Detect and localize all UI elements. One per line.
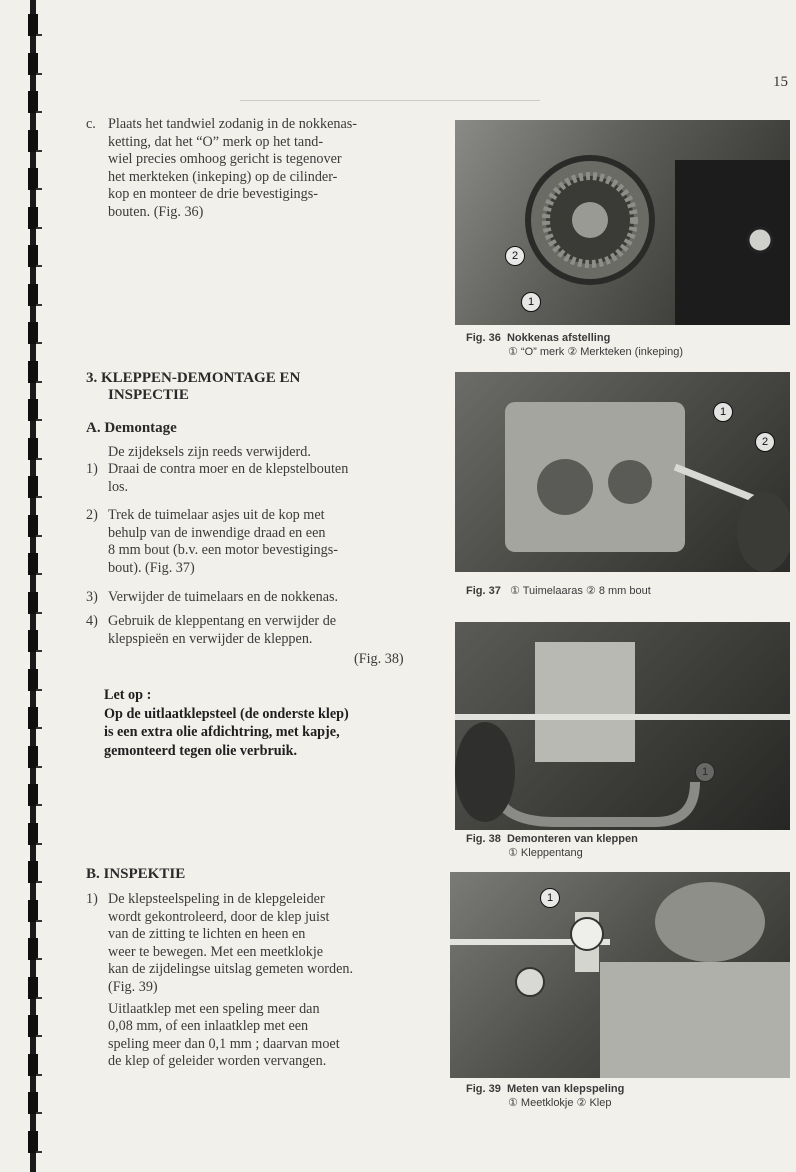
note-line: is een extra olie afdichtring, met kapje, (104, 724, 340, 740)
section-a-step-4 (86, 613, 426, 648)
binding-ring (28, 784, 38, 806)
section-c-line: Plaats het tandwiel zodanig in de nokkenas- (108, 116, 358, 132)
binding-tick (36, 689, 42, 691)
binding-ring (28, 861, 38, 883)
section-b-line: de klep of geleider worden vervangen. (108, 1053, 327, 1070)
note-block (104, 686, 434, 760)
binding-tick (36, 1035, 42, 1037)
rocker-arm-illustration (455, 372, 790, 572)
dial-gauge-illustration (450, 872, 790, 1078)
section-b-line: speling meer dan 0,1 mm ; daarvan moet (108, 1035, 340, 1052)
section-b-line: van de zitting te lichten en heen en (108, 926, 306, 943)
figure-label: Fig. 38 (466, 833, 501, 845)
binding-tick (36, 342, 42, 344)
binding-ring (28, 207, 38, 229)
section-3-heading-line: 3. KLEPPEN-DEMONTAGE EN (86, 370, 301, 386)
header-rule (240, 100, 540, 101)
figure-items: ① Tuimelaaras ② 8 mm bout (510, 585, 651, 597)
figure-items: ① Meetklokje ② Klep (508, 1097, 612, 1109)
step-line: Verwijder de tuimelaars en de nokkenas. (108, 589, 339, 605)
binding-tick (36, 419, 42, 421)
section-c-line: ketting, dat het “O” merk op het tand- (108, 133, 324, 150)
binding-ring (28, 245, 38, 267)
binding-ring (28, 91, 38, 113)
binding-tick (36, 227, 42, 229)
binding-ring (28, 1054, 38, 1076)
section-b-line: 0,08 mm, of een inlaatklep met een (108, 1018, 309, 1035)
binding-ring (28, 823, 38, 845)
binding-tick (36, 920, 42, 922)
binding-ring (28, 361, 38, 383)
binding-tick (36, 573, 42, 575)
binding-tick (36, 1112, 42, 1114)
binding-tick (36, 265, 42, 267)
figure-label: Fig. 37 (466, 585, 501, 597)
figure-title: Nokkenas afstelling (506, 332, 611, 344)
section-a-step-1 (86, 461, 426, 496)
section-b-line: wordt gekontroleerd, door de klep juist (108, 908, 330, 925)
binding-ring (28, 284, 38, 306)
section-c-line: kop en monteer de drie bevestigings- (108, 186, 318, 203)
binding-tick (36, 881, 42, 883)
figure-title: Meten van klepspeling (506, 1083, 625, 1095)
binding-ring (28, 746, 38, 768)
callout-1: 1 (713, 402, 733, 422)
binding-tick (36, 766, 42, 768)
step-line: behulp van de inwendige draad en een (108, 524, 326, 541)
binding-ring (28, 938, 38, 960)
binding-tick (36, 650, 42, 652)
section-b-line: (Fig. 39) (108, 978, 158, 995)
binding-tick (36, 34, 42, 36)
binding-ring (28, 438, 38, 460)
figure-36-photo (455, 120, 790, 325)
figure-39-caption (466, 1082, 786, 1110)
step-number: 1) (86, 891, 98, 907)
section-a-intro: De zijdeksels zijn reeds verwijderd. (108, 444, 311, 460)
section-b-line: De klepsteelspeling in de klepgeleider (108, 891, 325, 907)
step-line: klepspieën en verwijder de kleppen. (108, 630, 313, 647)
figure-38-photo (455, 622, 790, 830)
binding-strip (0, 0, 50, 1172)
note-line: Op de uitlaatklepsteel (de onderste klep) (104, 705, 349, 722)
step-number: 2) (86, 507, 98, 523)
callout-1: 1 (540, 888, 560, 908)
section-b-step-1 (86, 891, 426, 1071)
binding-ring (28, 1131, 38, 1153)
callout-2: 2 (755, 432, 775, 452)
section-a-step-3 (86, 589, 426, 607)
section-3-heading (86, 370, 426, 404)
figure-38-caption (466, 832, 786, 860)
binding-ring (28, 1015, 38, 1037)
step-line: Gebruik de kleppentang en verwijder de (108, 613, 337, 629)
binding-tick (36, 997, 42, 999)
section-b-line: weer te bewegen. Met een meetklokje (108, 943, 324, 960)
figure-36-caption (466, 331, 786, 359)
figure-37-photo (455, 372, 790, 572)
binding-ring (28, 1092, 38, 1114)
binding-tick (36, 535, 42, 537)
step-line: Draai de contra moer en de klepstelbouten (108, 461, 349, 477)
binding-tick (36, 111, 42, 113)
binding-ring (28, 14, 38, 36)
binding-ring (28, 977, 38, 999)
note-title: Let op : (104, 687, 152, 703)
section-b-line: Uitlaatklep met een speling meer dan (108, 1000, 320, 1017)
figure-items: ① “O” merk ② Merkteken (inkeping) (508, 346, 683, 358)
section-a-step-2 (86, 507, 426, 577)
section-c-line: bouten. (Fig. 36) (108, 203, 204, 220)
callout-2: 2 (505, 246, 525, 266)
figure-label: Fig. 36 (466, 332, 501, 344)
step-line: los. (108, 478, 129, 495)
callout-1: 1 (521, 292, 541, 312)
valve-spring-compressor-illustration (455, 622, 790, 830)
binding-ring (28, 707, 38, 729)
page-number: 15 (773, 74, 788, 90)
binding-tick (36, 304, 42, 306)
figure-items: ① Kleppentang (508, 847, 583, 859)
step-number: 1) (86, 461, 98, 477)
step-number: 4) (86, 613, 98, 629)
binding-ring (28, 168, 38, 190)
binding-ring (28, 322, 38, 344)
binding-ring (28, 592, 38, 614)
binding-tick (36, 188, 42, 190)
section-c (86, 116, 426, 222)
binding-ring (28, 630, 38, 652)
section-c-line: het merkteken (inkeping) op de cilinder- (108, 168, 338, 185)
figure-37-caption (466, 584, 786, 598)
binding-tick (36, 458, 42, 460)
section-a-heading: A. Demontage (86, 420, 177, 436)
camshaft-gear-illustration (455, 120, 790, 325)
binding-tick (36, 1074, 42, 1076)
binding-ring (28, 669, 38, 691)
step-number: 3) (86, 589, 98, 605)
section-b-line: kan de zijdelingse uitslag gemeten worden. (108, 961, 354, 978)
step-line: Trek de tuimelaar asjes uit de kop met (108, 507, 325, 523)
binding-tick (36, 958, 42, 960)
binding-ring (28, 476, 38, 498)
binding-ring (28, 515, 38, 537)
binding-tick (36, 150, 42, 152)
binding-tick (36, 381, 42, 383)
binding-ring (28, 130, 38, 152)
step-line: bout). (Fig. 37) (108, 559, 195, 576)
binding-ring (28, 900, 38, 922)
section-c-line: wiel precies omhoog gericht is tegenover (108, 151, 342, 168)
figure-39-photo (450, 872, 790, 1078)
binding-tick (36, 612, 42, 614)
note-line: gemonteerd tegen olie verbruik. (104, 742, 298, 759)
callout-1: 1 (695, 762, 715, 782)
binding-ring (28, 399, 38, 421)
step-line: 8 mm bout (b.v. een motor bevestigings- (108, 542, 338, 559)
binding-tick (36, 73, 42, 75)
binding-tick (36, 727, 42, 729)
binding-ring (28, 53, 38, 75)
figure-title: Demonteren van kleppen (506, 833, 638, 845)
binding-tick (36, 843, 42, 845)
binding-tick (36, 1151, 42, 1153)
binding-ring (28, 553, 38, 575)
binding-tick (36, 804, 42, 806)
section-b-heading: B. INSPEKTIE (86, 866, 186, 882)
section-3-heading-line: INSPECTIE (108, 387, 189, 403)
figure-label: Fig. 39 (466, 1083, 501, 1095)
binding-tick (36, 496, 42, 498)
fig-38-reference: (Fig. 38) (354, 651, 404, 667)
section-c-marker: c. (86, 116, 96, 132)
